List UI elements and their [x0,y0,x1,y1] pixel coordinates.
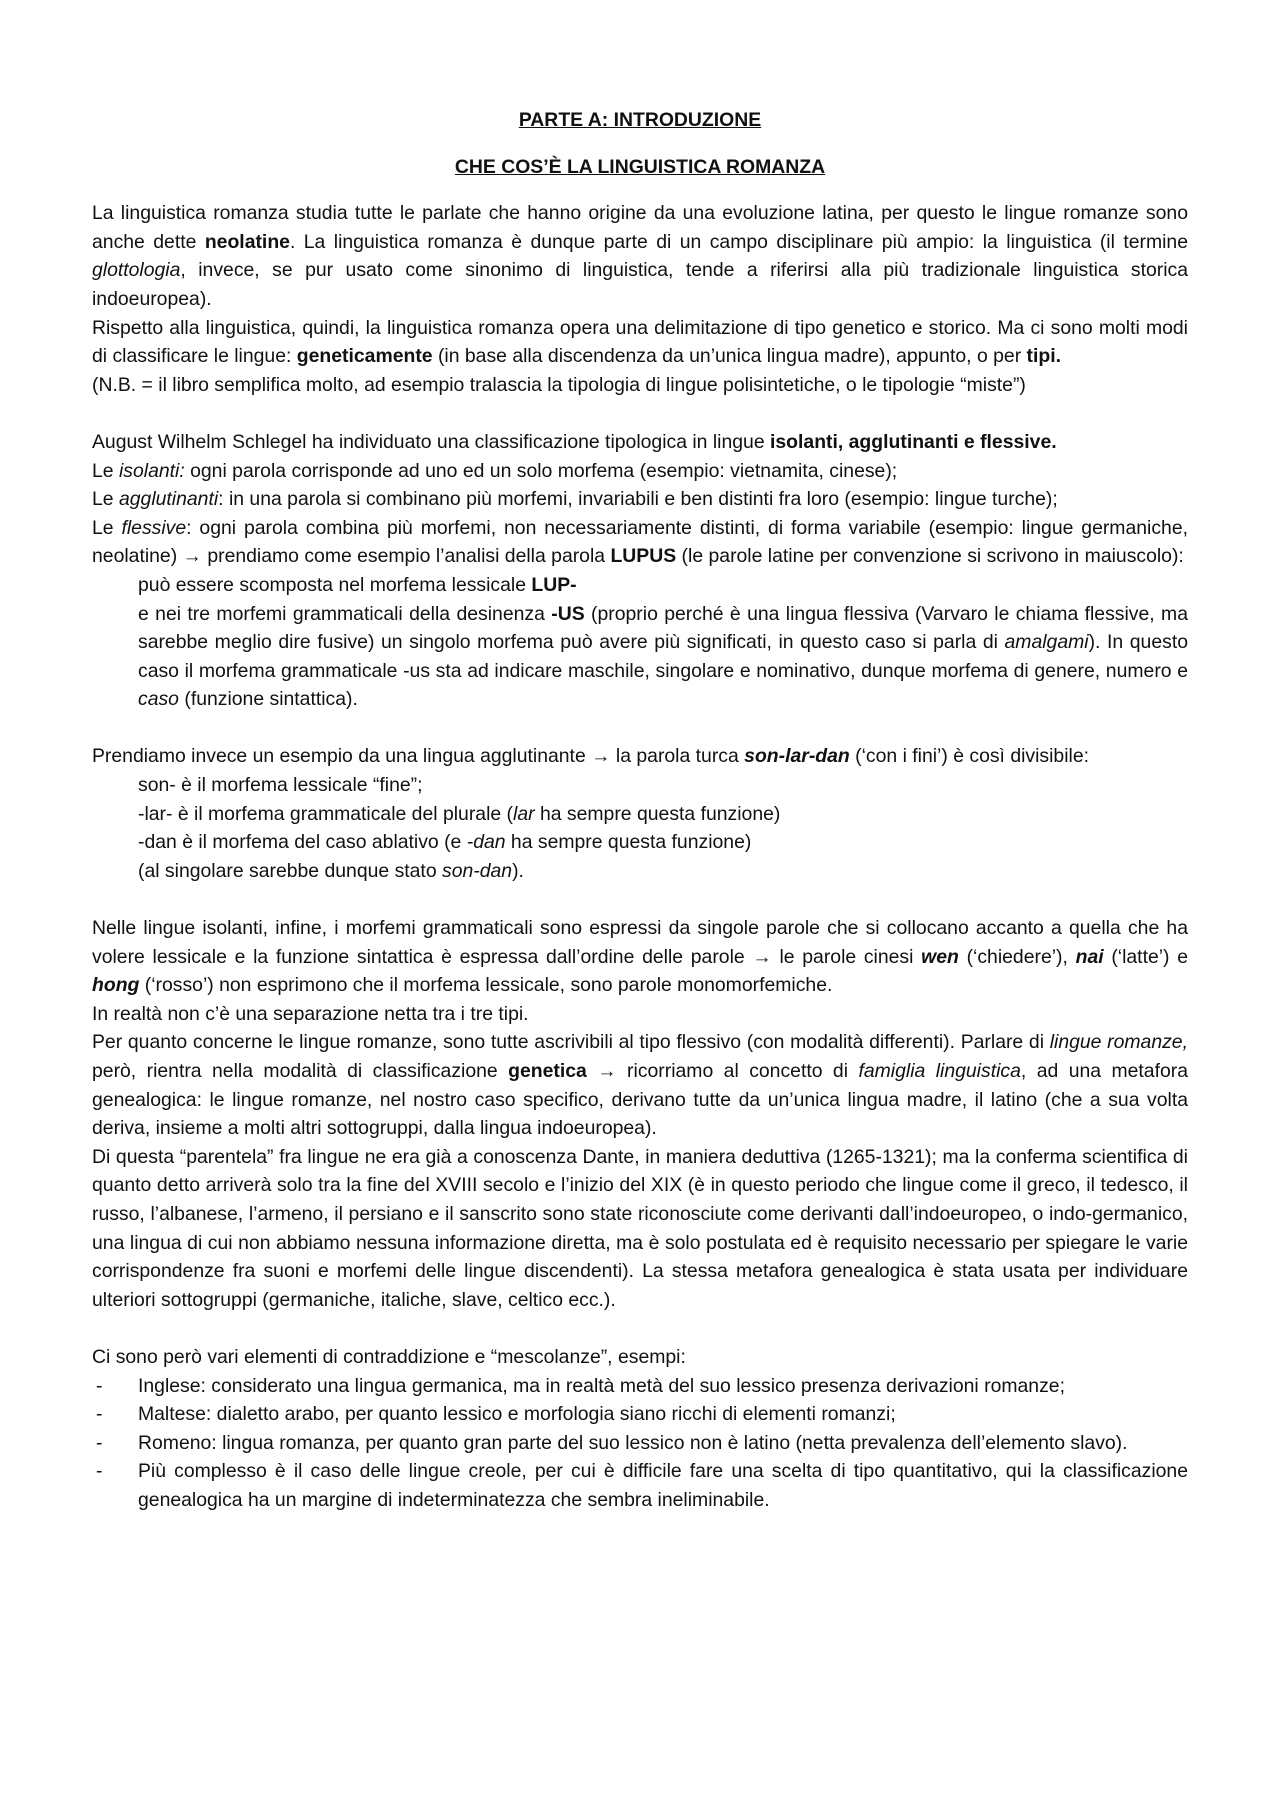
paragraph-schlegel: August Wilhelm Schlegel ha individuato una classificazione tipologica in lingue isolanti, agglutinanti e flessive. [92,430,1057,453]
turk-singolare: (al singolare sarebbe dunque stato son-dan). [138,859,524,882]
list-item: - Romeno: lingua romanza, per quanto gran parte del suo lessico non è latino (netta prevalenza dell’elemento slavo). [92,1429,1188,1458]
heading-parte-a: PARTE A: INTRODUZIONE [518,109,762,131]
list-item: - Più complesso è il caso delle lingue creole, per cui è difficile fare una scelta di tipo quantitativo, qui la classificazione genealogica ha un margine di indeterminatezza che sembra ineliminabile. [92,1457,1188,1514]
list-item: - Maltese: dialetto arabo, per quanto lessico e morfologia siano ricchi di elementi romanzi; [92,1400,1188,1429]
dash-bullet: - [96,1403,103,1426]
spacer [92,399,1188,428]
heading-linguistica-romanza: CHE COS’È LA LINGUISTICA ROMANZA [454,155,826,178]
spacer [92,885,1188,914]
lupus-lessicale: può essere scomposta nel morfema lessicale LUP- [138,573,577,596]
turk-lar: -lar- è il morfema grammaticale del plurale (lar ha sempre questa funzione) [138,802,781,825]
paragraph-contraddizioni: Ci sono però vari elementi di contraddizione e “mescolanze”, esempi: [92,1345,686,1368]
paragraph-separazione: In realtà non c’è una separazione netta tra i tre tipi. [92,1002,529,1025]
turk-son: son- è il morfema lessicale “fine”; [138,774,423,797]
paragraph-agglutinante-esempio: Prendiamo invece un esempio da una lingua agglutinante → la parola turca son-lar-dan (‘con i fini’) è così divisibile: [92,745,1089,768]
paragraph-lingue-romanze: Per quanto concerne le lingue romanze, sono tutte ascrivibili al tipo flessivo (con modalità differenti). Parlare di lingue romanze, però, rientra nella modalità di classificazione genetica → ricorriamo al concetto di famiglia linguistica, ad una metafora genealogica: le lingue romanze, nel nostro caso specifico, derivano tutte da un’unica lingua madre, il latino (che a sua volta deriva, insieme a molti altri sottogruppi, dalla lingua indoeuropea). [92,1031,1189,1140]
spacer [92,714,1188,743]
paragraph-parentela: Di questa “parentela” fra lingue ne era già a conoscenza Dante, in maniera deduttiva (1265-1321); ma la conferma scientifica di quanto detto arriverà solo tra la fine del XVIII secolo e l’inizio del XIX (è in questo periodo che lingue come il greco, il tedesco, il russo, l’albanese, l’armeno, il persiano e il sanscrito sono state riconosciute come derivanti dall’indoeuropeo, o indo-germanico, una lingua di cui non abbiamo nessuna informazione diretta, ma è solo postulata ed è requisito necessario per spiegare le varie corrispondenze fra suoni e morfemi delle lingue discendenti). La stessa metafora genealogica è stata usata per individuare ulteriori sottogruppi (germaniche, italiche, slave, celtico ecc.). [92,1145,1188,1311]
dash-bullet: - [96,1374,103,1397]
paragraph-flessive: Le flessive: ogni parola combina più morfemi, non necessariamente distinti, di forma variabile (esempio: lingue germaniche, neolatine) → prendiamo come esempio l’analisi della parola LUPUS (le parole latine per convenzione si scrivono in maiuscolo): [92,516,1188,568]
lupus-grammaticali: e nei tre morfemi grammaticali della desinenza -US (proprio perché è una lingua flessiva (Varvaro le chiama flessive, ma sarebbe meglio dire fusive) un singolo morfema può avere più significati, in questo caso si parla di amalgami). In questo caso il morfema grammaticale -us sta ad indicare maschile, singolare e nominativo, dunque morfema di genere, numero e caso (funzione sintattica). [138,602,1188,711]
paragraph-isolanti: Le isolanti: ogni parola corrisponde ad uno ed un solo morfema (esempio: vietnamita, cinese); [92,459,898,482]
list-mescolanze [92,1372,1188,1515]
paragraph-agglutinanti: Le agglutinanti: in una parola si combinano più morfemi, invariabili e ben distinti fra loro (esempio: lingue turche); [92,488,1058,511]
paragraph-nb-note: (N.B. = il libro semplifica molto, ad esempio tralascia la tipologia di lingue polisintetiche, o le tipologie “miste”) [92,373,1026,396]
dash-bullet: - [96,1460,103,1483]
spacer [92,1314,1188,1343]
dash-bullet: - [96,1431,103,1454]
paragraph-classificazione: Rispetto alla linguistica, quindi, la linguistica romanza opera una delimitazione di tipo genetico e storico. Ma ci sono molti modi di classificare le lingue: geneticamente (in base alla discendenza da un’unica lingua madre), appunto, o per tipi. [92,316,1188,368]
paragraph-intro: La linguistica romanza studia tutte le parlate che hanno origine da una evoluzione latina, per questo le lingue romanze sono anche dette neolatine. La linguistica romanza è dunque parte di un campo disciplinare più ampio: la linguistica (il termine glottologia, invece, se pur usato come sinonimo di linguistica, tende a riferirsi alla più tradizionale linguistica storica indoeuropea). [92,202,1188,310]
paragraph-isolanti-esempio: Nelle lingue isolanti, infine, i morfemi grammaticali sono espressi da singole parole che si collocano accanto a quella che ha volere lessicale e la funzione sintattica è espressa dall’ordine delle parole → le parole cinesi wen (‘chiedere’), nai (‘latte’) e hong (‘rosso’) non esprimono che il morfema lessicale, sono parole monomorfemiche. [92,917,1189,997]
turk-dan: -dan è il morfema del caso ablativo (e -dan ha sempre questa funzione) [138,831,752,854]
list-item: - Inglese: considerato una lingua germanica, ma in realtà metà del suo lessico presenza derivazioni romanze; [92,1372,1188,1401]
